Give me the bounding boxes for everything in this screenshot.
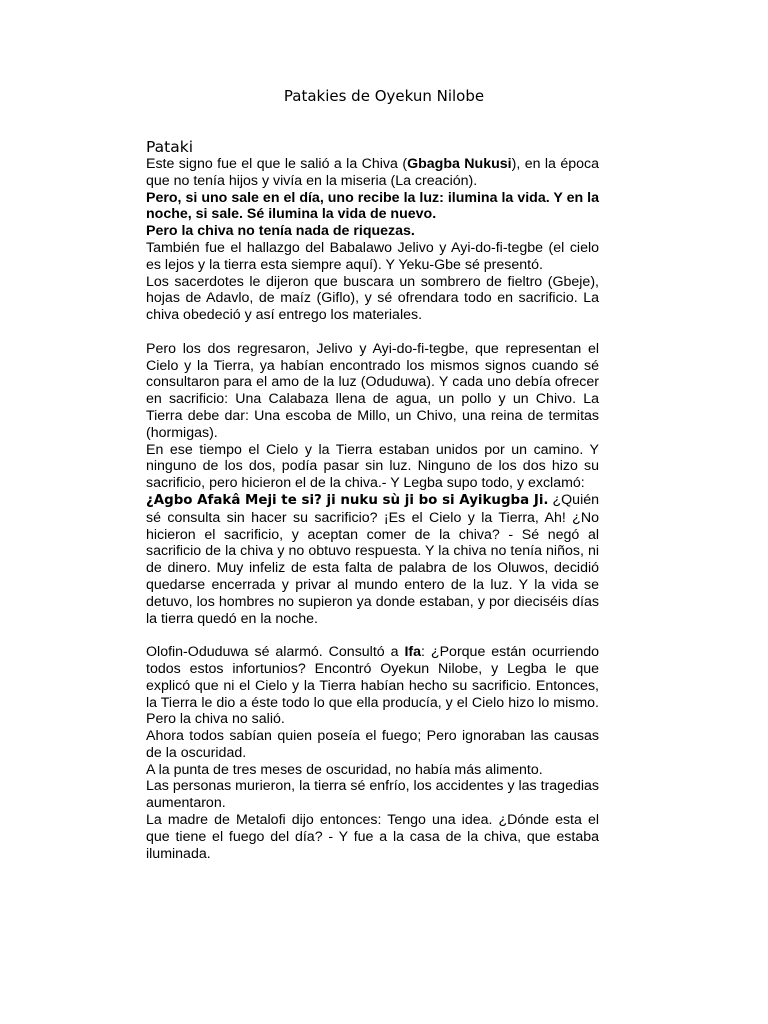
paragraph-spacer [146,627,599,644]
paragraph-4: También fue el hallazgo del Babalawo Jelivo y Ayi-do-fi-tegbe (el cielo es lejos y la tierra esta siempre aquí). Y Yeku-Gbe sé presentó. [146,239,599,273]
paragraph-8-bold-invocation: ¿Agbo Afakâ Meji te si? ji nuku sù ji bo si Ayikugba Ji. [146,492,549,508]
section-heading: Pataki [146,138,194,156]
paragraph-5: Los sacerdotes le dijeron que buscara un sombrero de fieltro (Gbeje), hojas de Adavlo, de maíz (Giflo), y sé ofrendara todo en sacrificio. La chiva obedeció y así entrego los materiales. [146,273,599,324]
paragraph-1-text-c: ), en la época que no tenía hijos y vivía en la miseria (La creación). [146,156,600,189]
paragraph-11: A la punta de tres meses de oscuridad, no había más alimento. [146,761,543,778]
paragraph-9-text-c: : ¿Porque están ocurriendo todos estos infortunios? Encontró Oyekun Nilobe, y Legba le que explicó que ni el Cielo y la Tierra habían hecho su sacrificio. Entonces, la Tierra le dio a éste todo lo que ella producía, y el Cielo hizo lo mismo. Pero la chiva no salió. [146,644,599,728]
paragraph-2-bold: Pero, si uno sale en el día, uno recibe la luz: ilumina la vida. Y en la noche, si sale. Sé ilumina la vida de nuevo. [146,189,599,223]
paragraph-13: La madre de Metalofi dijo entonces: Tengo una idea. ¿Dónde esta el que tiene el fuego del día? - Y fue a la casa de la chiva, que estaba iluminada. [146,812,599,862]
paragraph-1-bold-name: Gbagba Nukusi [407,156,512,172]
paragraph-9-bold-ifa: Ifa [404,644,422,661]
paragraph-6: Pero los dos regresaron, Jelivo y Ayi-do-fi-tegbe, que representan el Cielo y la Tierra, ya habían encontrado los mismos signos cuando sé consultaron para el amo de la luz (Oduduwa). Y cada uno debía ofrecer en sacrificio: Una Calabaza llena de agua, un pollo y un Chivo. La Tierra debe dar: Una escoba de Millo, un Chivo, una reina de termitas (hormigas). [146,340,599,441]
paragraph-12: Las personas murieron, la tierra sé enfrío, los accidentes y las tragedias aumentaron. [146,778,599,812]
paragraph-9-text-a: Olofin-Oduduwa sé alarmó. Consultó a [146,644,405,661]
paragraph-9 [146,644,599,728]
paragraph-10: Ahora todos sabían quien poseía el fuego; Pero ignoraban las causas de la oscuridad. [146,728,599,761]
paragraph-3-bold: Pero la chiva no tenía nada de riquezas. [146,223,415,240]
paragraph-7: En ese tiempo el Cielo y la Tierra estaban unidos por un camino. Y ninguno de los dos, podía pasar sin luz. Ninguno de los dos hizo su sacrificio, pero hicieron el de la chiva.- Y Legba supo todo, y exclamó: [146,441,599,492]
document-title: Patakies de Oyekun Nilobe [283,87,485,105]
paragraph-1-text-a: Este signo fue el que le salió a la Chiva ( [146,156,408,172]
paragraph-8 [146,492,599,627]
document-body [146,156,599,862]
paragraph-1 [146,156,599,190]
paragraph-8-text: ¿Quién sé consulta sin hacer su sacrificio? ¡Es el Cielo y la Tierra, Ah! ¿No hicieron el sacrificio, y aceptan comer de la chiva? - Sé negó al sacrificio de la chiva y no obtuvo respuesta. Y la chiva no tenía niños, ni de dinero. Muy infeliz de esta falta de palabra de los Oluwos, decidió quedarse encerrada y privar al mundo entero de la luz. Y la vida se detuvo, los hombres no supieron ya donde estaban, y por dieciséis días la tierra quedó en la noche. [146,491,600,627]
paragraph-spacer [146,324,599,341]
